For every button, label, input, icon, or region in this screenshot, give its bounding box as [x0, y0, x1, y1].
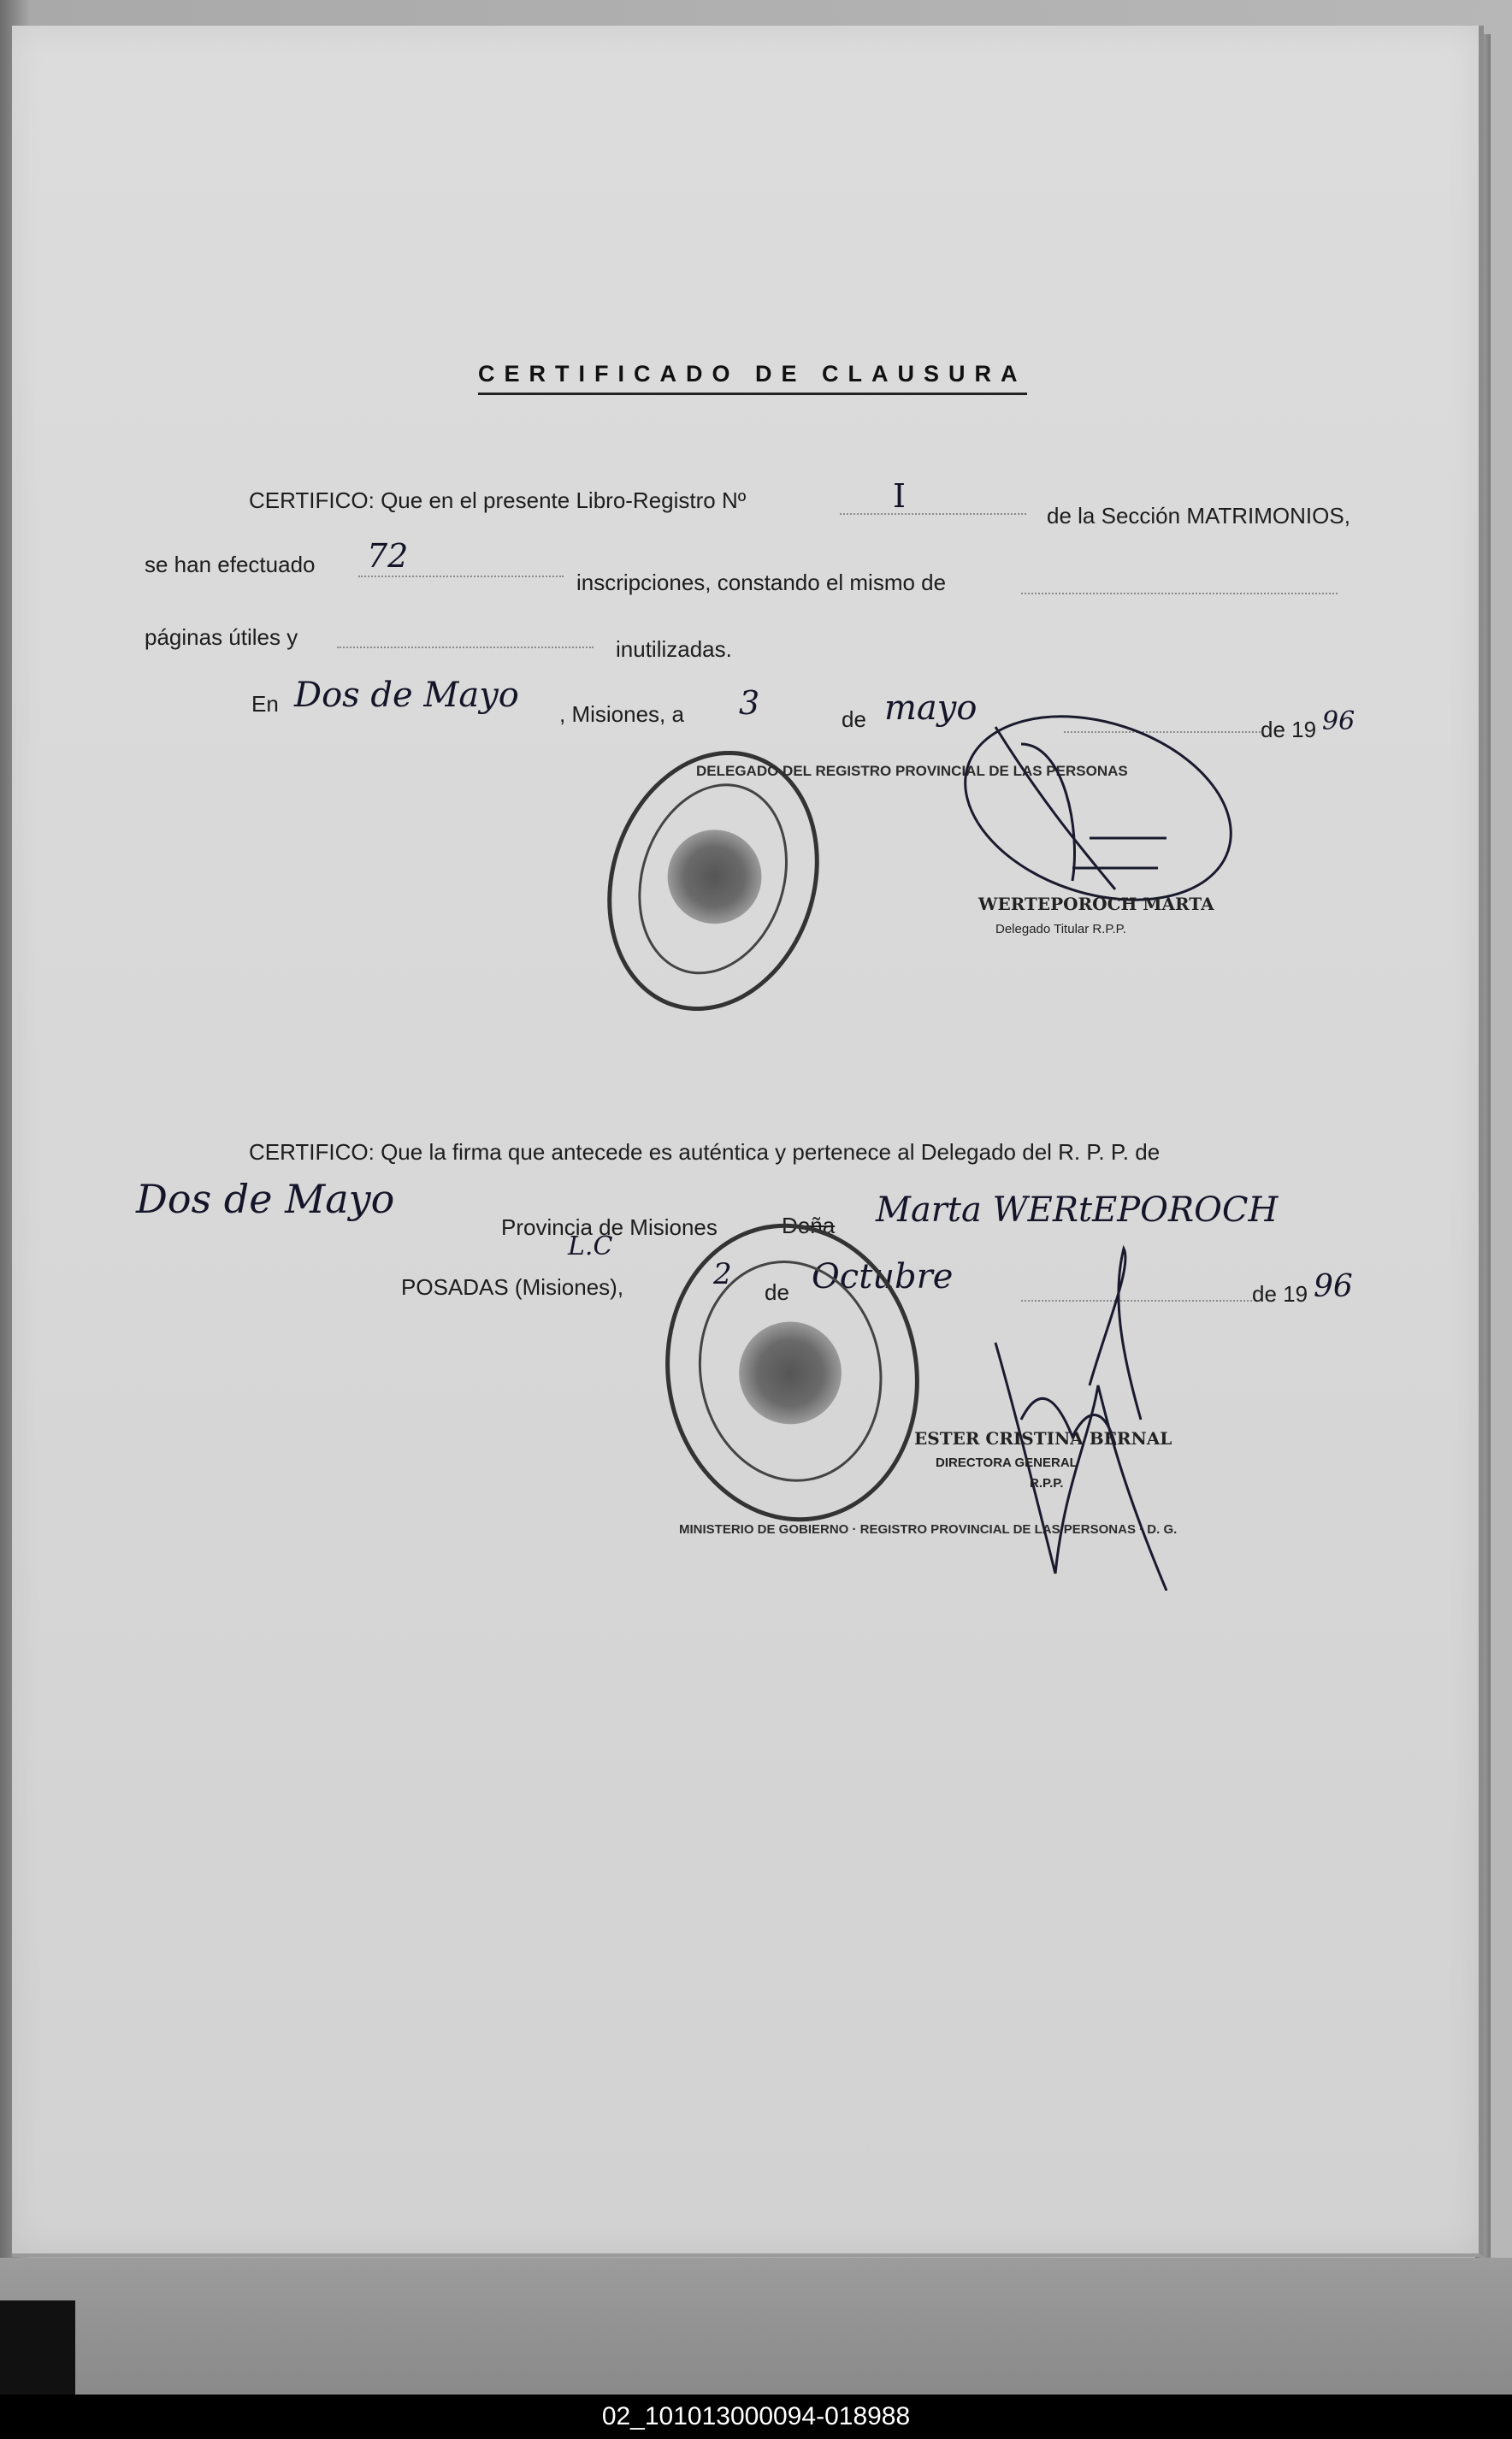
cert2-day-handwritten: 2: [713, 1257, 732, 1291]
cert2-month-handwritten: Octubre: [812, 1257, 954, 1296]
cert1-place-handwritten: Dos de Mayo: [294, 676, 519, 715]
signature-1-role: Delegado Titular R.P.P.: [995, 922, 1126, 936]
cert1-inscriptions-count: 72: [367, 537, 409, 575]
document-page: [12, 26, 1484, 2257]
cert1-line1-suffix: de la Sección MATRIMONIOS,: [1047, 503, 1350, 529]
cert1-line2-prefix: se han efectuado: [145, 552, 316, 577]
cert2-name-handwritten: Marta WERtEPOROCH: [876, 1190, 1279, 1230]
cert2-place-handwritten: Dos de Mayo: [136, 1176, 395, 1222]
cert1-line3-prefix: páginas útiles y: [145, 624, 298, 650]
dotted-line: [840, 513, 1026, 515]
cert2-provincia: Provincia de Misiones: [501, 1214, 718, 1240]
cert2-line1: CERTIFICO: Que la firma que antecede es auténtica y pertenece al Delegado del R. P. P. de: [249, 1139, 1161, 1165]
seal-2-text: MINISTERIO DE GOBIERNO · REGISTRO PROVINCIAL DE LAS PERSONAS · D. G.: [679, 1522, 1178, 1537]
cert1-year-handwritten: 96: [1322, 706, 1355, 736]
dotted-line: [358, 576, 564, 577]
cert1-line1-prefix: CERTIFICO: Que en el presente Libro-Registro Nº: [249, 487, 747, 513]
signature-2-role: DIRECTORA GENERAL: [936, 1456, 1078, 1470]
registry-seal-2: [642, 1203, 942, 1542]
cert1-register-number: I: [893, 477, 907, 515]
cert1-line3-suffix: inutilizadas.: [616, 636, 732, 662]
signature-2-icon: [961, 1231, 1201, 1591]
dotted-line: [337, 647, 594, 648]
signature-2-org: R.P.P.: [1030, 1476, 1064, 1491]
cert1-day-handwritten: 3: [739, 684, 760, 722]
scan-id-footer: [0, 2395, 1512, 2439]
cert2-posadas: POSADAS (Misiones),: [401, 1274, 624, 1300]
cert2-dona: Doña: [782, 1213, 836, 1238]
cert2-year-prefix: de 19: [1252, 1281, 1308, 1307]
signature-2-name: ESTER CRISTINA BERNAL: [914, 1428, 1172, 1449]
dotted-line: [1021, 593, 1338, 594]
cert1-line4-misiones: , Misiones, a: [559, 701, 684, 727]
cert1-line4-en: En: [251, 691, 279, 717]
scan-id: 02_101013000094-018988: [601, 2402, 911, 2430]
document-title: CERTIFICADO DE CLAUSURA: [478, 361, 1027, 395]
cert2-initials-handwritten: L.C: [568, 1231, 613, 1261]
cert2-de: de: [765, 1279, 789, 1305]
cert2-year-handwritten: 96: [1314, 1269, 1353, 1304]
signature-1-name: WERTEPOROCH MARTA: [978, 894, 1214, 914]
cert1-month-handwritten: mayo: [884, 688, 977, 728]
cert1-line4-de: de: [842, 706, 866, 732]
cert1-year-prefix: de 19: [1261, 717, 1317, 742]
book-bottom-edge: [0, 2258, 1512, 2395]
cert1-line2-mid: inscripciones, constando el mismo de: [576, 570, 947, 595]
seal-1-text: DELEGADO DEL REGISTRO PROVINCIAL DE LAS PERSONAS: [696, 763, 1128, 779]
